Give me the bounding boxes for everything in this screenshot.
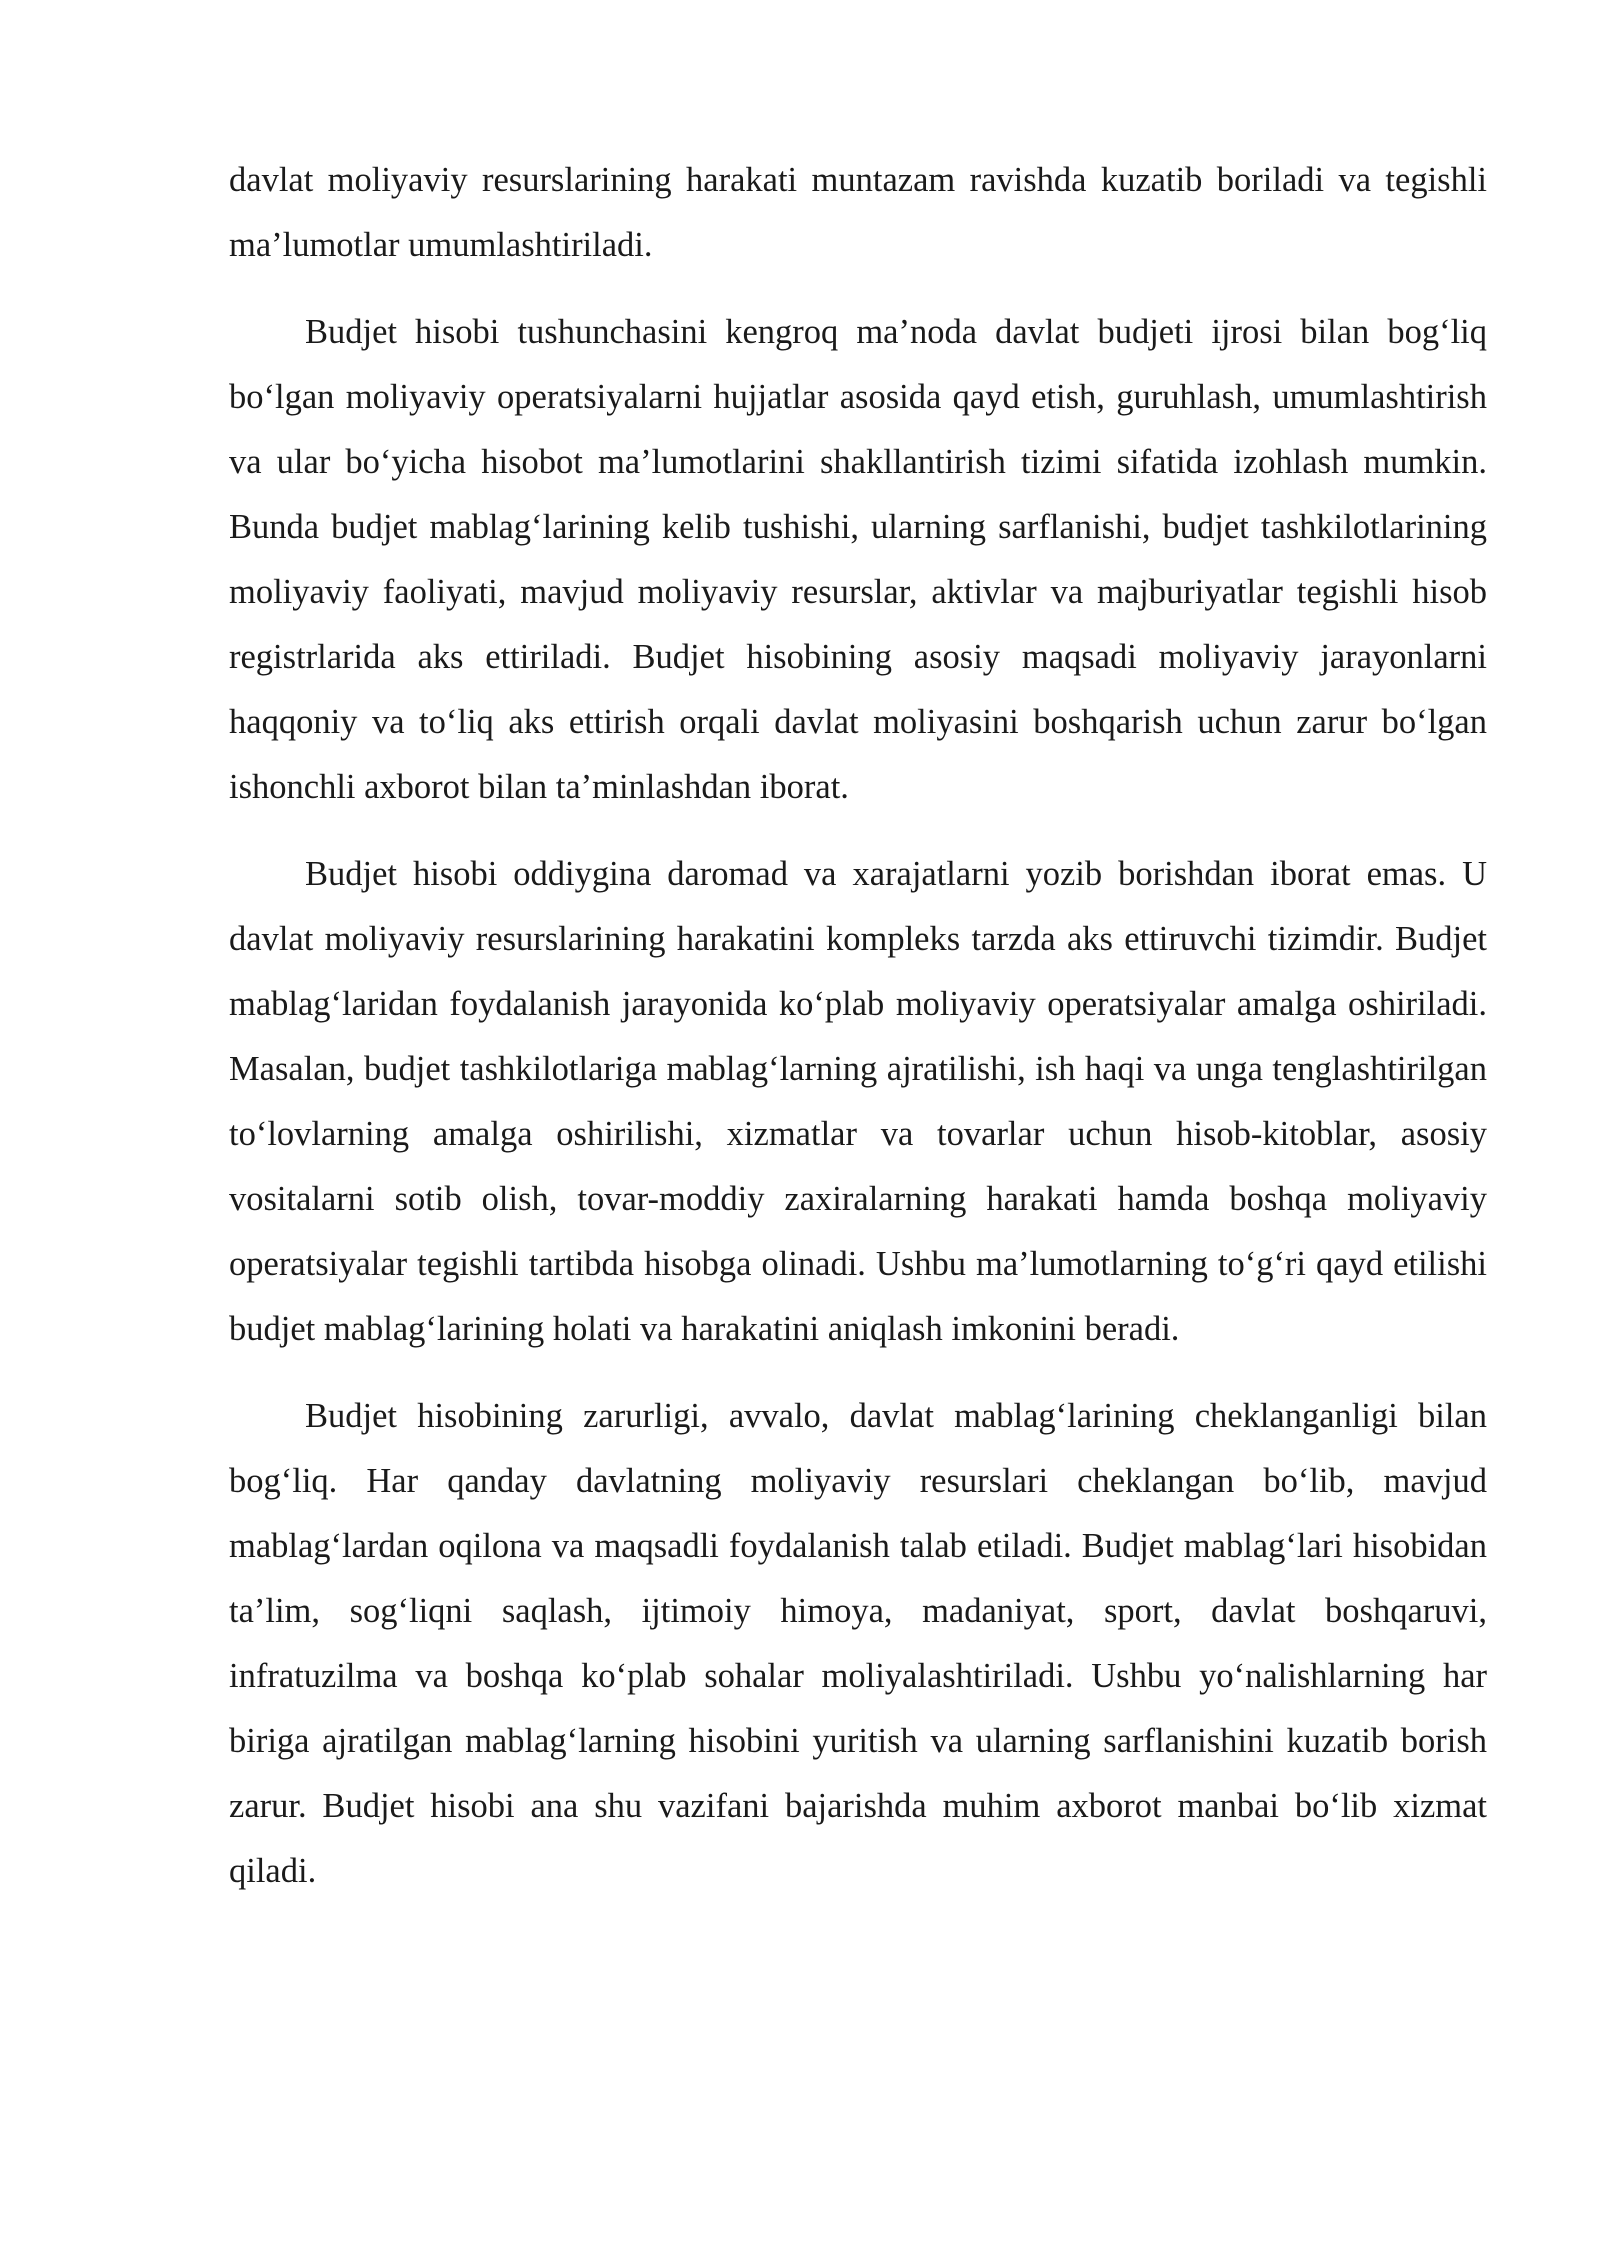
document-body [229,148,1487,1926]
paragraph-4: Budjet hisobining zarurligi, avvalo, davlat mablag‘larining cheklanganligi bilan bog‘liq. Har qanday davlatning moliyaviy resurslari cheklangan bo‘lib, mavjud mablag‘lardan oqilona va maqsadli foydalanish talab etiladi. Budjet mablag‘lari hisobidan ta’lim, sog‘liqni saqlash, ijtimoiy himoya, madaniyat, sport, davlat boshqaruvi, infratuzilma va boshqa ko‘plab sohalar moliyalashtiriladi. Ushbu yo‘nalishlarning har biriga ajratilgan mablag‘larning hisobini yuritish va ularning sarflanishini kuzatib borish zarur. Budjet hisobi ana shu vazifani bajarishda muhim axborot manbai bo‘lib xizmat qiladi. [229,1397,1487,1890]
paragraph-3: Budjet hisobi oddiygina daromad va xarajatlarni yozib borishdan iborat emas. U davlat moliyaviy resurslarining harakatini kompleks tarzda aks ettiruvchi tizimdir. Budjet mablag‘laridan foydalanish jarayonida ko‘plab moliyaviy operatsiyalar amalga oshiriladi. Masalan, budjet tashkilotlariga mablag‘larning ajratilishi, ish haqi va unga tenglashtirilgan to‘lovlarning amalga oshirilishi, xizmatlar va tovarlar uchun hisob-kitoblar, asosiy vositalarni sotib olish, tovar-moddiy zaxiralarning harakati hamda boshqa moliyaviy operatsiyalar tegishli tartibda hisobga olinadi. Ushbu ma’lumotlarning to‘g‘ri qayd etilishi budjet mablag‘larining holati va harakatini aniqlash imkonini beradi. [229,855,1487,1348]
paragraph-1: davlat moliyaviy resurslarining harakati muntazam ravishda kuzatib boriladi va tegishli ma’lumotlar umumlashtiriladi. [229,161,1487,264]
paragraph-2: Budjet hisobi tushunchasini kengroq ma’noda davlat budjeti ijrosi bilan bog‘liq bo‘lgan moliyaviy operatsiyalarni hujjatlar asosida qayd etish, guruhlash, umumlashtirish va ular bo‘yicha hisobot ma’lumotlarini shakllantirish tizimi sifatida izohlash mumkin. Bunda budjet mablag‘larining kelib tushishi, ularning sarflanishi, budjet tashkilotlarining moliyaviy faoliyati, mavjud moliyaviy resurslar, aktivlar va majburiyatlar tegishli hisob registrlarida aks ettiriladi. Budjet hisobining asosiy maqsadi moliyaviy jarayonlarni haqqoniy va to‘liq aks ettirish orqali davlat moliyasini boshqarish uchun zarur bo‘lgan ishonchli axborot bilan ta’minlashdan iborat. [229,313,1487,806]
